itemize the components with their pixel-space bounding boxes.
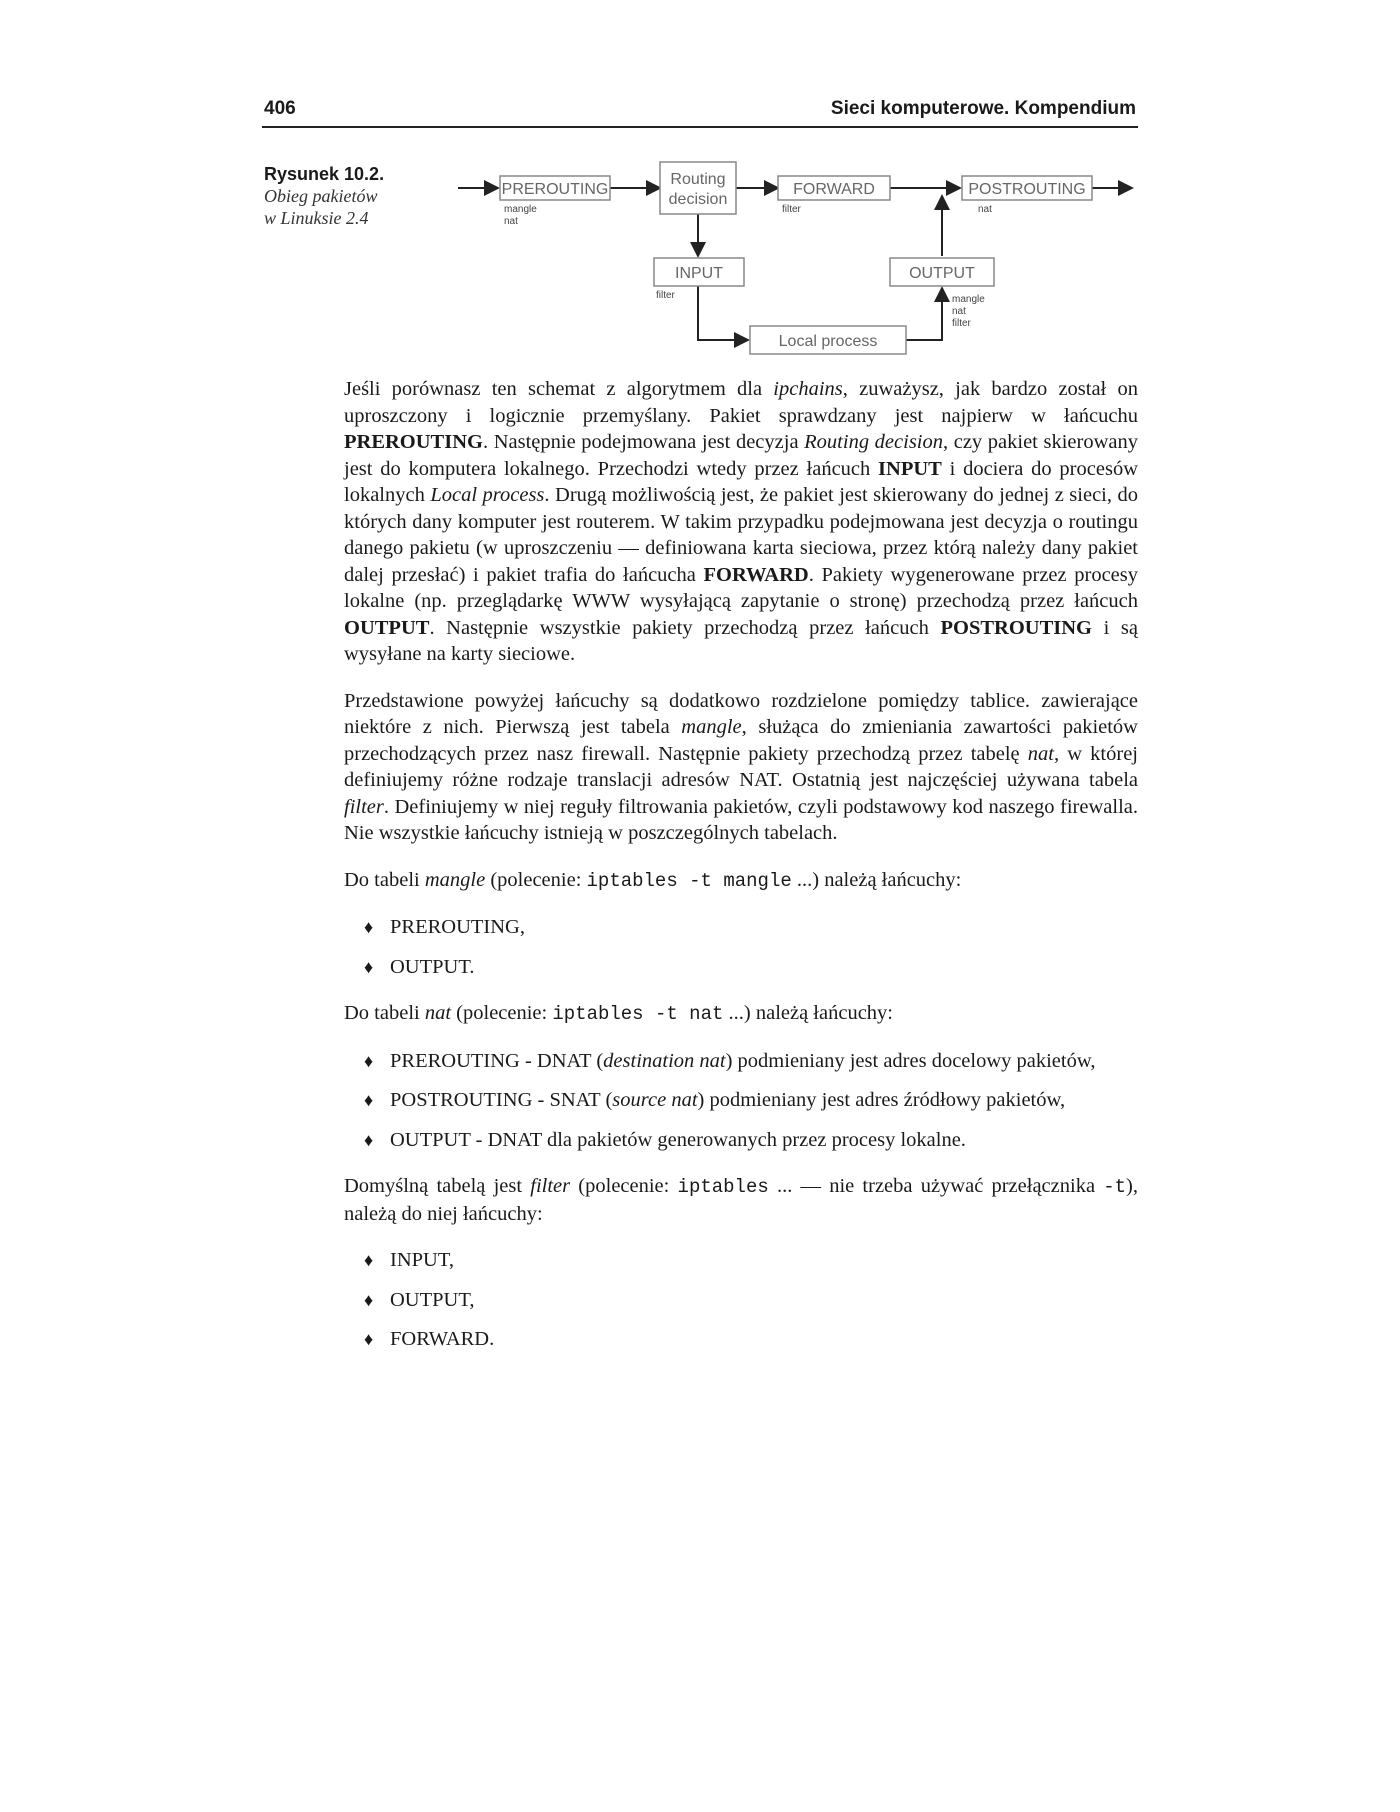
diamond-bullet-icon: ♦ [364,1050,374,1071]
command: iptables [677,1176,769,1198]
text: (polecenie: [485,868,587,891]
text: ), należą do niej łańcuchy: [344,1175,1138,1225]
node-label: PREROUTING [501,181,609,198]
text: PREROUTING - DNAT ( [390,1049,604,1072]
chain-name: POSTROUTING [940,616,1092,639]
table-label: filter [656,290,675,301]
figure-caption [264,164,444,229]
emphasis: nat [424,1002,452,1024]
text: Do tabeli [344,868,425,891]
figure-description-line: Obieg pakietów [264,186,378,206]
node-label: OUTPUT [909,265,975,282]
list-item [344,1247,1138,1274]
list-item-text: FORWARD. [390,1328,495,1350]
main-text [344,376,1138,1373]
figure-description [264,185,444,229]
text: . Definiujemy w niej reguły filtrowania pakietów, czyli podstawowy kod naszego firewalla. Nie wszystkie łańcuchy istnieją w poszczególnych tabelach. [344,795,1138,844]
filter-chain-list [344,1247,1138,1353]
chain-name: FORWARD [703,563,809,586]
text: ...) należą łańcuchy: [791,868,962,891]
text: , w której definiujemy różne rodzaje translacji adresów NAT. Ostatnią jest najczęściej używana tabela [344,742,1138,791]
text: . Drugą możliwością jest, że pakiet jest skierowany do jednej z sieci, do których dany komputer jest routerem. W takim przypadku podejmowana jest decyzja o routingu danego pakietu (w uproszczeniu — definiowana karta sieciowa, przez którą należy dany pakiet dalej przesłać) i pakiet trafia do łańcucha [344,484,1138,586]
text: Przedstawione powyżej łańcuchy są dodatkowo rozdzielone pomiędzy tablice. zawierające niektóre z nich. Pierwszą jest tabela [344,689,1138,738]
emphasis: mangle [424,868,486,891]
list-item [344,914,1138,941]
text: , służąca do zmieniania zawartości pakietów przechodzących przez nasz firewall. Następnie pakiety przechodzą przez tabelę [344,716,1138,765]
text: . Następnie podejmowana jest decyzja [482,431,805,453]
table-label: nat [952,306,966,317]
text: (polecenie: [570,1175,678,1197]
text: POSTROUTING - SNAT ( [390,1089,613,1111]
table-label: mangle [952,294,985,305]
node-label: FORWARD [793,181,875,198]
emphasis: filter [344,795,384,818]
emphasis: ipchains [773,378,843,400]
node-label: Routing [670,171,726,188]
book-title: Sieci komputerowe. Kompendium [830,98,1136,119]
node-label: POSTROUTING [968,181,1086,198]
text: i dociera do procesów lokalnych [344,457,1138,506]
emphasis: destination nat [603,1049,726,1072]
emphasis: mangle [681,716,742,738]
list-item [344,1048,1138,1075]
nat-chain-list [344,1048,1138,1154]
figure-description-line: w Linuksie 2.4 [264,208,369,228]
table-label: filter [952,318,971,329]
text: (polecenie: [451,1002,553,1024]
text: . Pakiety wygenerowane przez procesy lokalne (np. przeglądarkę WWW wysyłającą zapytanie o stronę) przechodzą przez łańcuch [344,563,1138,612]
mangle-chain-list [344,914,1138,980]
list-item [344,954,1138,981]
page-number: 406 [264,98,296,119]
node-label: INPUT [675,265,723,282]
table-label: mangle [504,204,537,215]
command: iptables -t nat [552,1003,724,1025]
list-item [344,1326,1138,1353]
emphasis: Routing decision [804,431,943,453]
table-label: nat [504,216,518,227]
text: i są wysyłane na karty sieciowe. [344,616,1138,665]
figure-label: Rysunek 10.2. [264,164,385,184]
diamond-bullet-icon: ♦ [364,1289,374,1310]
diamond-bullet-icon: ♦ [364,917,374,937]
text: Jeśli porównasz ten schemat z algorytmem dla [344,378,774,400]
paragraph-packet-flow [344,376,1138,668]
chain-name: PREROUTING [344,431,483,453]
diamond-bullet-icon: ♦ [364,1129,374,1150]
text: ...) należą łańcuchy: [723,1002,893,1024]
paragraph-mangle-intro [344,867,1138,895]
list-item [344,1127,1138,1154]
emphasis: Local process [430,484,545,506]
text: , czy pakiet skierowany jest do komputera lokalnego. Przechodzi wtedy przez łańcuch [344,431,1138,480]
text: ... — nie trzeba używać przełącznika [768,1175,1104,1197]
text: ) podmieniany jest adres źródłowy pakietów, [697,1089,1066,1111]
page-header [262,96,1138,128]
list-item-text: OUTPUT. [390,955,475,978]
emphasis: source nat [612,1089,698,1111]
packet-flow-diagram [458,160,1138,360]
text: Do tabeli [344,1002,425,1024]
emphasis: filter [530,1175,571,1197]
list-item-text: PREROUTING, [390,916,525,938]
chain-name: INPUT [878,457,942,480]
text: , zuważysz, jak bardzo został on uproszczony i logicznie przemyślany. Pakiet sprawdzany jest najpierw w łańcuchu [344,378,1138,427]
diamond-bullet-icon: ♦ [364,1250,374,1270]
chain-name: OUTPUT [344,616,430,639]
diamond-bullet-icon: ♦ [364,1090,374,1110]
text: OUTPUT - DNAT dla pakietów generowanych przez procesy lokalne. [390,1128,966,1151]
diamond-bullet-icon: ♦ [364,956,374,977]
text: . Następnie wszystkie pakiety przechodzą przez łańcuch [429,616,941,639]
list-item [344,1087,1138,1114]
node-label: decision [668,191,728,208]
command: -t [1103,1176,1127,1198]
list-item-text: OUTPUT, [390,1288,475,1311]
text: Domyślną tabelą jest [344,1175,531,1197]
paragraph-tables [344,688,1138,847]
text: ) podmieniany jest adres docelowy pakietów, [725,1049,1096,1072]
flow-arrow [698,286,748,340]
command: iptables -t mangle [586,869,792,892]
paragraph-filter-intro [344,1173,1138,1227]
table-label: filter [782,204,801,215]
list-item [344,1287,1138,1314]
emphasis: nat [1027,742,1054,765]
flow-arrow [906,288,942,340]
table-label: nat [978,204,992,215]
diamond-bullet-icon: ♦ [364,1329,374,1349]
list-item-text: INPUT, [390,1249,454,1271]
paragraph-nat-intro [344,1000,1138,1028]
node-label: Local process [778,333,878,350]
